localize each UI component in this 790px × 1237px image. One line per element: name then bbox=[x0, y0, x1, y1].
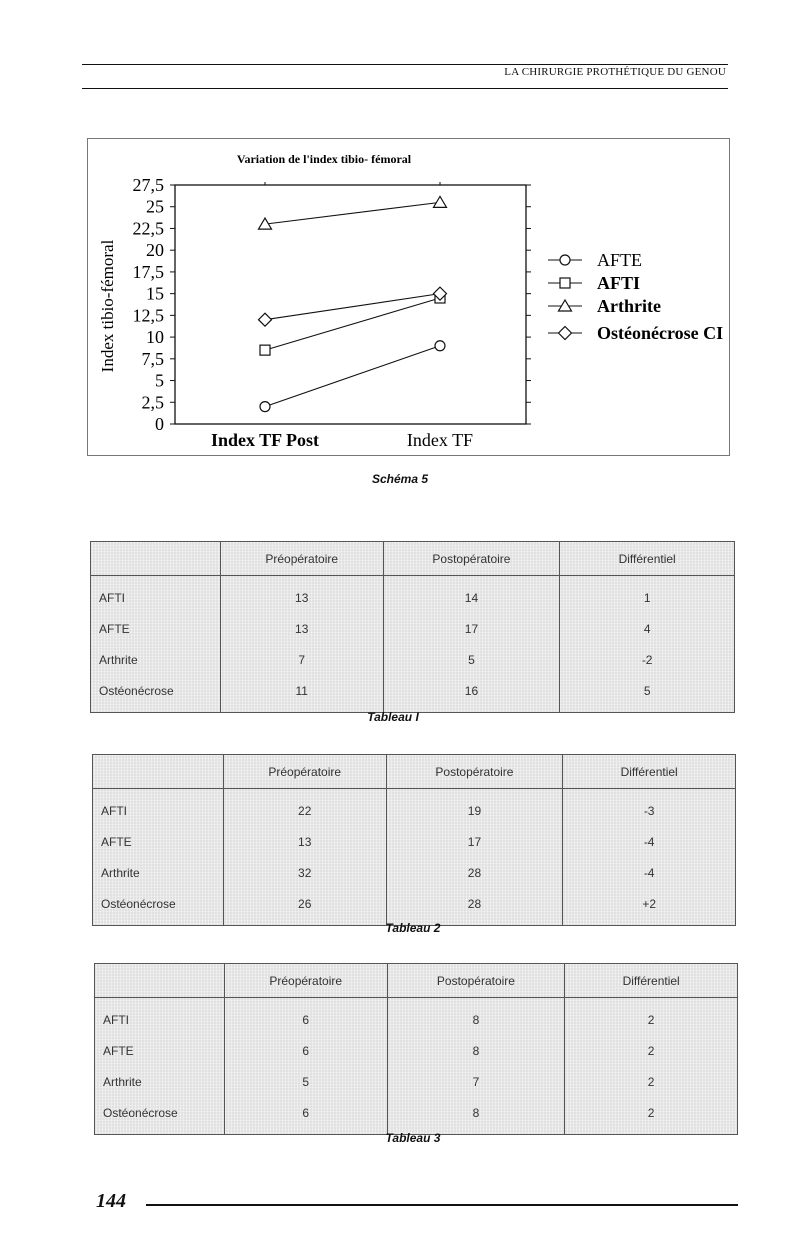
plot-area bbox=[175, 185, 526, 424]
row-label: AFTE bbox=[99, 621, 130, 636]
data-point-diamond bbox=[559, 327, 572, 340]
cell-post: 14 bbox=[383, 576, 560, 614]
cell-diff: 2 bbox=[565, 1035, 738, 1066]
data-point-triangle bbox=[434, 196, 447, 207]
legend-label: Ostéonécrose CI bbox=[597, 323, 724, 343]
table-row bbox=[95, 998, 738, 1036]
cell-diff: 2 bbox=[565, 998, 738, 1036]
table-3-header-diff: Différentiel bbox=[565, 964, 738, 998]
cell-diff: -4 bbox=[563, 857, 736, 888]
line-chart bbox=[0, 0, 790, 470]
table-row bbox=[91, 675, 735, 713]
legend-label: Arthrite bbox=[597, 296, 661, 316]
y-tick-label: 12,5 bbox=[132, 305, 164, 326]
cell-post: 5 bbox=[383, 644, 560, 675]
footer-rule bbox=[146, 1204, 738, 1206]
table-3 bbox=[94, 963, 738, 1135]
table-3-caption: Tableau 3 bbox=[385, 1131, 441, 1145]
table-2-header-diff: Différentiel bbox=[563, 755, 736, 789]
table-1-header-post: Postopératoire bbox=[383, 542, 560, 576]
table-2 bbox=[92, 754, 736, 926]
table-3-header-label bbox=[95, 964, 225, 998]
cell-pre: 7 bbox=[220, 644, 383, 675]
row-label: Arthrite bbox=[99, 652, 138, 667]
data-point-diamond bbox=[259, 313, 272, 326]
y-tick-label: 7,5 bbox=[141, 348, 164, 369]
row-label: AFTE bbox=[101, 834, 132, 849]
cell-pre: 6 bbox=[224, 1097, 387, 1135]
table-row bbox=[91, 613, 735, 644]
cell-diff: -2 bbox=[560, 644, 735, 675]
cell-pre: 13 bbox=[223, 826, 386, 857]
cell-pre: 5 bbox=[224, 1066, 387, 1097]
table-row bbox=[95, 1097, 738, 1135]
cell-diff: -4 bbox=[563, 826, 736, 857]
cell-diff: 5 bbox=[560, 675, 735, 713]
table-row bbox=[91, 576, 735, 614]
table-1-caption: Tableau I bbox=[367, 710, 419, 724]
data-point-square bbox=[560, 278, 570, 288]
series-line bbox=[265, 294, 440, 320]
table-3-header-pre: Préopératoire bbox=[224, 964, 387, 998]
chart-title: Variation de l'index tibio- fémoral bbox=[236, 152, 412, 166]
table-row bbox=[91, 644, 735, 675]
series-line bbox=[265, 298, 440, 350]
cell-diff: +2 bbox=[563, 888, 736, 926]
table-1 bbox=[90, 541, 735, 713]
row-label: Ostéonécrose bbox=[103, 1105, 178, 1120]
cell-pre: 11 bbox=[220, 675, 383, 713]
cell-pre: 13 bbox=[220, 576, 383, 614]
table-2-caption: Tableau 2 bbox=[385, 921, 441, 935]
table-row bbox=[95, 1066, 738, 1097]
cell-post: 8 bbox=[387, 1097, 565, 1135]
table-2-header-post: Postopératoire bbox=[386, 755, 563, 789]
cell-diff: -3 bbox=[563, 789, 736, 827]
row-label: Arthrite bbox=[103, 1074, 142, 1089]
y-tick-label: 25 bbox=[146, 196, 164, 217]
table-row bbox=[95, 1035, 738, 1066]
cell-diff: 4 bbox=[560, 613, 735, 644]
data-point-square bbox=[260, 345, 270, 355]
y-tick-label: 27,5 bbox=[132, 175, 164, 195]
cell-post: 7 bbox=[387, 1066, 565, 1097]
cell-pre: 26 bbox=[223, 888, 386, 926]
table-2-header-label bbox=[93, 755, 224, 789]
row-label: Ostéonécrose bbox=[101, 896, 176, 911]
y-tick-label: 2,5 bbox=[141, 392, 164, 413]
row-label: AFTI bbox=[99, 590, 125, 605]
table-row bbox=[93, 857, 736, 888]
cell-post: 19 bbox=[386, 789, 563, 827]
table-2-header-pre: Préopératoire bbox=[223, 755, 386, 789]
cell-post: 16 bbox=[383, 675, 560, 713]
data-point-circle bbox=[560, 255, 570, 265]
cell-diff: 1 bbox=[560, 576, 735, 614]
row-label: Arthrite bbox=[101, 865, 140, 880]
data-point-circle bbox=[435, 341, 445, 351]
table-row bbox=[93, 789, 736, 827]
table-1-header-diff: Différentiel bbox=[560, 542, 735, 576]
x-tick-label: Index TF bbox=[406, 430, 474, 450]
row-label: AFTI bbox=[101, 803, 127, 818]
cell-diff: 2 bbox=[565, 1066, 738, 1097]
cell-pre: 6 bbox=[224, 998, 387, 1036]
figure-caption: Schéma 5 bbox=[371, 472, 429, 486]
row-label: AFTI bbox=[103, 1012, 129, 1027]
cell-post: 8 bbox=[387, 1035, 565, 1066]
y-axis-label: Index tibio-fémoral bbox=[98, 239, 117, 373]
table-1-header-label bbox=[91, 542, 221, 576]
cell-post: 17 bbox=[383, 613, 560, 644]
cell-post: 17 bbox=[386, 826, 563, 857]
table-3-header-post: Postopératoire bbox=[387, 964, 565, 998]
running-head: LA CHIRURGIE PROTHÉTIQUE DU GENOU bbox=[504, 66, 726, 78]
cell-post: 8 bbox=[387, 998, 565, 1036]
y-tick-label: 5 bbox=[155, 370, 164, 391]
y-tick-label: 20 bbox=[146, 240, 164, 261]
row-label: AFTE bbox=[103, 1043, 134, 1058]
legend-label: AFTE bbox=[597, 250, 642, 270]
series-line bbox=[265, 202, 440, 224]
series-line bbox=[265, 346, 440, 407]
y-tick-label: 15 bbox=[146, 283, 164, 304]
cell-diff: 2 bbox=[565, 1097, 738, 1135]
cell-pre: 13 bbox=[220, 613, 383, 644]
y-tick-label: 0 bbox=[155, 414, 164, 434]
table-row bbox=[93, 826, 736, 857]
table-row bbox=[93, 888, 736, 926]
cell-pre: 6 bbox=[224, 1035, 387, 1066]
cell-pre: 22 bbox=[223, 789, 386, 827]
cell-post: 28 bbox=[386, 857, 563, 888]
legend-label: AFTI bbox=[597, 273, 641, 293]
data-point-circle bbox=[260, 402, 270, 412]
table-1-header-pre: Préopératoire bbox=[220, 542, 383, 576]
y-tick-label: 17,5 bbox=[132, 261, 164, 282]
cell-post: 28 bbox=[386, 888, 563, 926]
row-label: Ostéonécrose bbox=[99, 683, 174, 698]
x-tick-label: Index TF Post bbox=[210, 430, 320, 450]
y-tick-label: 10 bbox=[146, 327, 164, 348]
cell-pre: 32 bbox=[223, 857, 386, 888]
y-tick-label: 22,5 bbox=[132, 218, 164, 239]
page-number: 144 bbox=[96, 1190, 126, 1212]
